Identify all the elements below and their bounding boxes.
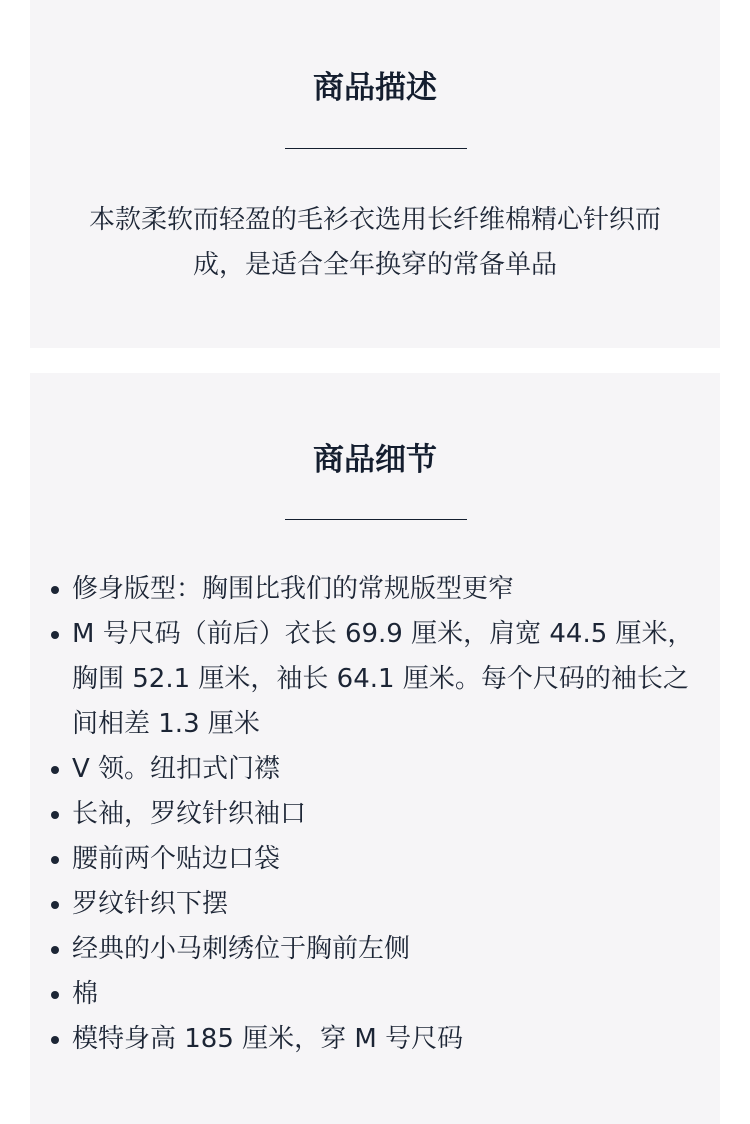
bullet-icon — [51, 766, 59, 774]
detail-item-text: 长袖，罗纹针织袖口 — [72, 799, 307, 829]
details-list — [72, 567, 700, 1062]
detail-item-fit — [72, 567, 700, 612]
detail-item-text: M 号尺码（前后）衣长 69.9 厘米，肩宽 44.5 厘米，胸围 52.1 厘米，袖长 64.1 厘米。每个尺码的袖长之间相差 1.3 厘米 — [72, 619, 694, 739]
details-divider — [285, 519, 467, 520]
detail-item-pockets — [72, 837, 700, 882]
detail-item-text: 经典的小马刺绣位于胸前左侧 — [72, 934, 411, 964]
bullet-icon — [51, 811, 59, 819]
bullet-icon — [51, 991, 59, 999]
description-title: 商品描述 — [313, 70, 437, 106]
detail-item-text: 模特身高 185 厘米，穿 M 号尺码 — [72, 1024, 464, 1054]
detail-item-embroidery — [72, 927, 700, 972]
detail-item-collar — [72, 747, 700, 792]
detail-item-size — [72, 612, 700, 747]
details-title: 商品细节 — [313, 442, 437, 478]
detail-item-hem — [72, 882, 700, 927]
detail-item-text: 腰前两个贴边口袋 — [72, 844, 281, 874]
detail-item-text: 棉 — [72, 979, 99, 1009]
bullet-icon — [51, 586, 59, 594]
detail-item-text: 修身版型：胸围比我们的常规版型更窄 — [72, 574, 515, 604]
bullet-icon — [51, 901, 59, 909]
product-description-card — [30, 0, 720, 348]
product-details-card — [30, 373, 720, 1124]
detail-item-text: V 领。纽扣式门襟 — [72, 754, 281, 784]
description-divider — [285, 148, 467, 149]
bullet-icon — [51, 631, 59, 639]
detail-item-material — [72, 972, 700, 1017]
bullet-icon — [51, 856, 59, 864]
bullet-icon — [51, 1036, 59, 1044]
bullet-icon — [51, 946, 59, 954]
detail-item-model — [72, 1017, 700, 1062]
description-text: 本款柔软而轻盈的毛衫衣选用长纤维棉精心针织而成，是适合全年换穿的常备单品 — [88, 205, 661, 280]
detail-item-sleeves — [72, 792, 700, 837]
detail-item-text: 罗纹针织下摆 — [72, 889, 229, 919]
